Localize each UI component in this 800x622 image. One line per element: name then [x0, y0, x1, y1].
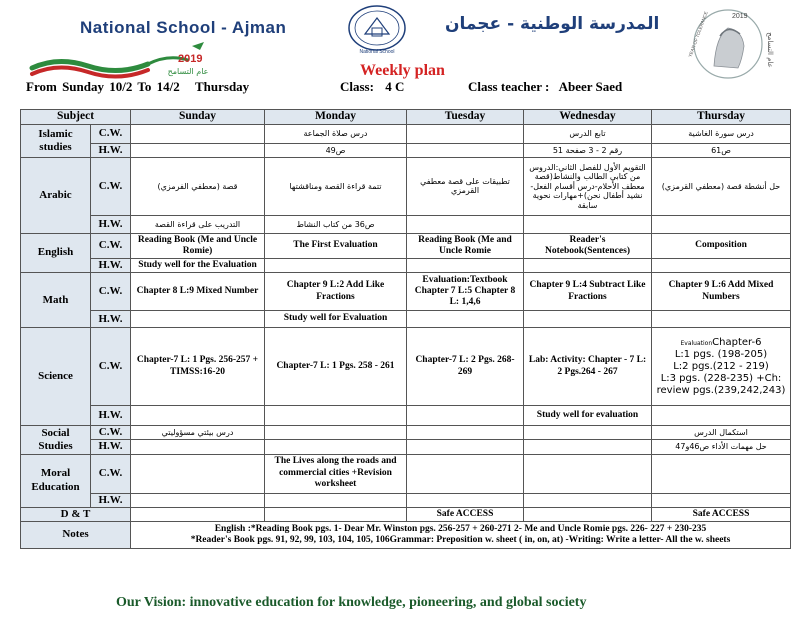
cell: Study well for the Evaluation	[131, 258, 265, 272]
cell: درس صلاة الجماعة	[265, 124, 407, 143]
cell: Chapter-7 L: 1 Pgs. 256-257 + TIMSS:16-20	[131, 328, 265, 406]
cell	[265, 406, 407, 426]
cw-label: C.W.	[91, 233, 131, 258]
cell	[407, 124, 524, 143]
class-info: Class: 4 C	[340, 79, 405, 94]
hw-label: H.W.	[91, 215, 131, 233]
cell	[524, 215, 652, 233]
logo-year: 2019	[732, 13, 748, 20]
weekly-plan-table	[20, 109, 791, 549]
cell	[131, 311, 265, 328]
school-name-ar: المدرسة الوطنية - عجمان	[445, 14, 660, 34]
cell	[265, 440, 407, 454]
cell	[407, 454, 524, 493]
cell: Reader's Notebook(Sentences)	[524, 233, 652, 258]
hw-label: H.W.	[91, 406, 131, 426]
cell: Chapter-7 L: 1 Pgs. 258 - 261	[265, 328, 407, 406]
class-teacher: Class teacher : Abeer Saed	[468, 79, 623, 94]
cell: Reading Book (Me and Uncle Romie	[407, 233, 524, 258]
cell: Chapter 9 L:6 Add Mixed Numbers	[652, 273, 791, 311]
cell: قصة (معطفي الفرمزي)	[131, 157, 265, 215]
cell	[652, 406, 791, 426]
cell: The First Evaluation	[265, 233, 407, 258]
cell	[524, 454, 652, 493]
cell: تتمة قراءة القصة ومناقشتها	[265, 157, 407, 215]
cell	[131, 493, 265, 507]
cell: Safe ACCESS	[407, 507, 524, 521]
notes-line: *Reader's Book pgs. 91, 92, 99, 103, 104, 105, 106Grammar: Preposition w. sheet ( in, on, at) -Writing: Write a letter- All the w. sheets	[190, 534, 731, 545]
cell: Study well for Evaluation	[265, 311, 407, 328]
cw-label: C.W.	[91, 124, 131, 143]
cell: حل أنشطة قصة (معطفي القرمزي)	[652, 157, 791, 215]
cell	[131, 454, 265, 493]
banner-arabic: عام التسامح	[167, 67, 209, 76]
vision-statement: Our Vision: innovative education for knowledge, pioneering, and global society	[116, 595, 587, 610]
cell: رقم 2 - 3 صفحة 51	[524, 143, 652, 157]
table-row	[21, 143, 791, 157]
cell	[407, 493, 524, 507]
school-name-en: National School - Ajman	[80, 18, 287, 37]
table-row	[21, 124, 791, 143]
cell: Chapter 9 L:4 Subtract Like Fractions	[524, 273, 652, 311]
cell	[407, 426, 524, 440]
header-subject: Subject	[21, 110, 131, 125]
hw-label: H.W.	[91, 440, 131, 454]
cell	[131, 406, 265, 426]
table-row	[21, 426, 791, 440]
cell: استكمال الدرس	[652, 426, 791, 440]
cell	[652, 311, 791, 328]
subject-math: Math	[21, 273, 91, 328]
cell	[524, 426, 652, 440]
cell: درس بيئتي مسؤوليتي	[131, 426, 265, 440]
cell	[407, 311, 524, 328]
cell	[265, 493, 407, 507]
cell: Chapter 9 L:2 Add Like Fractions	[265, 273, 407, 311]
date-range: From Sunday 10/2 To 14/2 Thursday	[26, 79, 250, 94]
hw-label: H.W.	[91, 143, 131, 157]
cell	[524, 311, 652, 328]
cw-label: C.W.	[91, 454, 131, 493]
table-row	[21, 233, 791, 258]
table-row	[21, 258, 791, 272]
cell: ص61	[652, 143, 791, 157]
cell: تابع الدرس	[524, 124, 652, 143]
table-row	[21, 273, 791, 311]
subject-science: Science	[21, 328, 91, 426]
svg-text:National School: National School	[359, 49, 395, 55]
hw-label: H.W.	[91, 258, 131, 272]
notes-content	[131, 521, 791, 548]
cell	[407, 143, 524, 157]
header-day: Tuesday	[407, 110, 524, 125]
table-row	[21, 215, 791, 233]
subject-arabic: Arabic	[21, 157, 91, 233]
subject-english: English	[21, 233, 91, 272]
hw-label: H.W.	[91, 493, 131, 507]
cell	[652, 215, 791, 233]
year-of-tolerance-logo	[684, 6, 788, 84]
notes-line: English :*Reading Book pgs. 1- Dear Mr. Winston pgs. 256-257 + 260-271 2- Me and Uncle Romie pgs. 226- 227 + 230-235	[214, 523, 707, 534]
cell	[131, 507, 265, 521]
cell	[652, 454, 791, 493]
table-row	[21, 311, 791, 328]
cell	[407, 440, 524, 454]
cell	[131, 143, 265, 157]
cell: Chapter 8 L:9 Mixed Number	[131, 273, 265, 311]
cell: Lab: Activity: Chapter - 7 L: 2 Pgs.264 - 267	[524, 328, 652, 406]
cw-label: C.W.	[91, 426, 131, 440]
cell: Reading Book (Me and Uncle Romie)	[131, 233, 265, 258]
cell-science-thursday: EvaluationChapter-6 L:1 pgs. (198-205) L:2 pgs.(212 - 219) L:3 pgs. (228-235) +Ch: review pgs.(239,242,243)	[652, 328, 791, 406]
tolerance-banner-logo	[28, 40, 238, 82]
cell: تطبيقات على قصة معطفي القرمزي	[407, 157, 524, 215]
subject-moral: Moral Education	[21, 454, 91, 507]
table-row	[21, 507, 791, 521]
cell: التقويم الأول للفصل الثاني:الدروس من كتابي الطالب والنشاط(قصة معطف الأحلام-درس أقسام الفعل-نشيد أطفال نحن)+مهارات نحوية سابقة	[524, 157, 652, 215]
subject-social: Social Studies	[21, 426, 91, 454]
header-day: Monday	[265, 110, 407, 125]
table-row	[21, 157, 791, 215]
cell: حل مهمات الأداء ص46و47	[652, 440, 791, 454]
header-day: Wednesday	[524, 110, 652, 125]
cell: Chapter-7 L: 2 Pgs. 268-269	[407, 328, 524, 406]
cell: Safe ACCESS	[652, 507, 791, 521]
cell	[131, 440, 265, 454]
cell	[524, 258, 652, 272]
cell	[652, 493, 791, 507]
cell	[524, 507, 652, 521]
subject-islamic: Islamic studies	[21, 124, 91, 157]
cell: Study well for evaluation	[524, 406, 652, 426]
table-header-row	[21, 110, 791, 125]
cell	[407, 215, 524, 233]
cell	[407, 406, 524, 426]
table-row	[21, 440, 791, 454]
cw-label: C.W.	[91, 328, 131, 406]
cell: Evaluation:Textbook Chapter 7 L:5 Chapter 8 L: 1,4,6	[407, 273, 524, 311]
cell	[652, 258, 791, 272]
table-row	[21, 454, 791, 493]
cell	[265, 426, 407, 440]
logo-tolerance-text: YEAR OF TOLERANCE	[687, 10, 709, 58]
cell: درس سورة الغاشية	[652, 124, 791, 143]
subject-dt: D & T	[21, 507, 131, 521]
school-logo	[345, 4, 409, 56]
cell	[265, 258, 407, 272]
cell	[524, 440, 652, 454]
cell: Composition	[652, 233, 791, 258]
cell	[407, 258, 524, 272]
table-row	[21, 328, 791, 406]
logo-arabic-text: عام التسامح	[766, 32, 774, 68]
cell	[265, 507, 407, 521]
hw-label: H.W.	[91, 311, 131, 328]
banner-year: 2019	[178, 53, 203, 65]
cell: ص49	[265, 143, 407, 157]
cell	[131, 124, 265, 143]
table-row	[21, 521, 791, 548]
notes-label: Notes	[21, 521, 131, 548]
header-day: Thursday	[652, 110, 791, 125]
table-row	[21, 406, 791, 426]
cw-label: C.W.	[91, 157, 131, 215]
page-title: Weekly plan	[360, 62, 445, 79]
cell: The Lives along the roads and commercial cities +Revision worksheet	[265, 454, 407, 493]
cell: ص36 من كتاب النشاط	[265, 215, 407, 233]
header-day: Sunday	[131, 110, 265, 125]
table-row	[21, 493, 791, 507]
cell	[524, 493, 652, 507]
cw-label: C.W.	[91, 273, 131, 311]
cell: التدريب على قراءة القصة	[131, 215, 265, 233]
